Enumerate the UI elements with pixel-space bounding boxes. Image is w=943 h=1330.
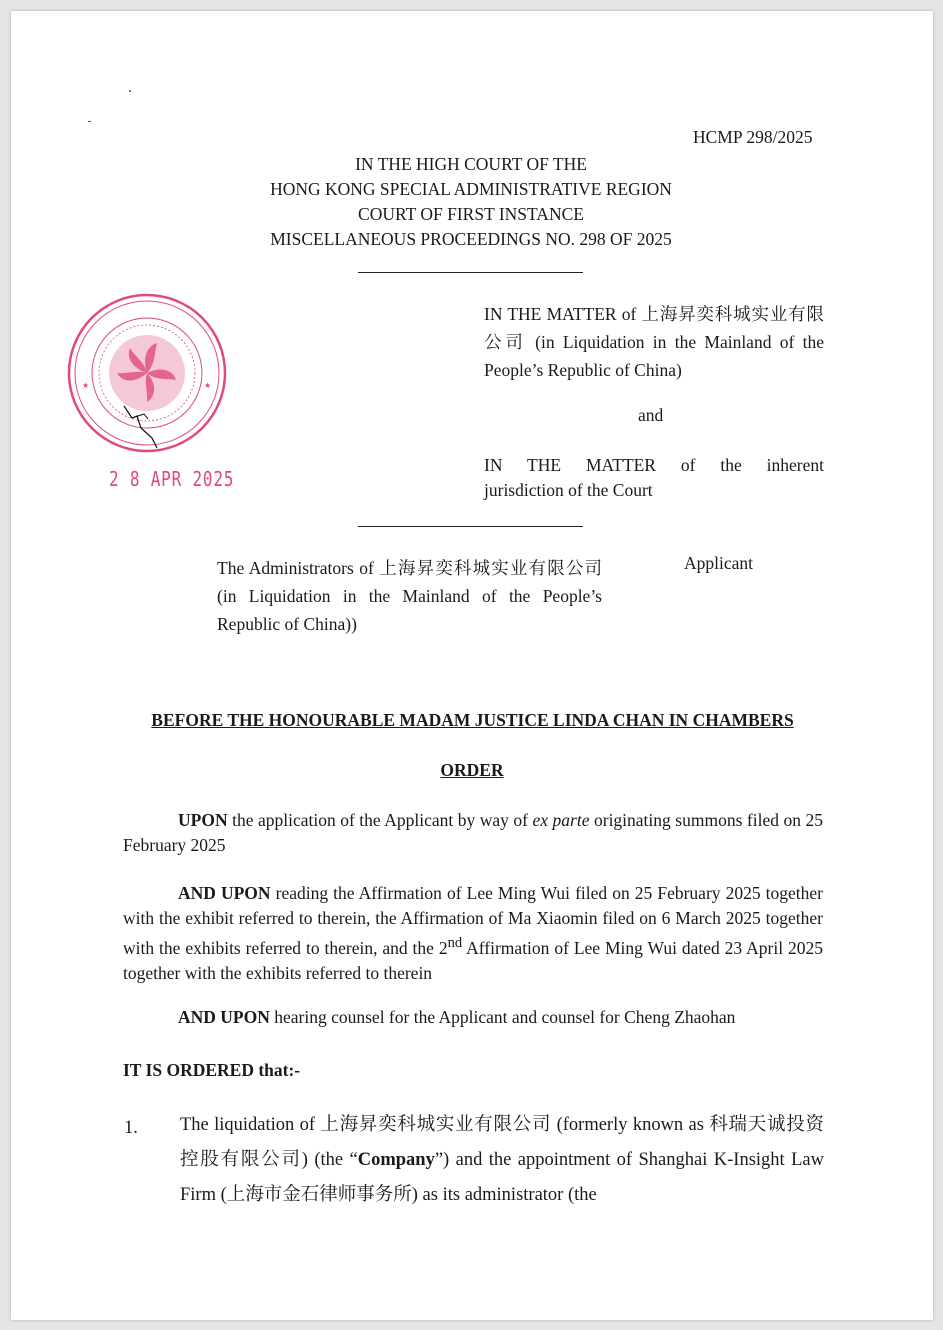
- divider-top: [358, 272, 583, 273]
- recital-text: hearing counsel for the Applicant and counsel for Cheng Zhaohan: [269, 1007, 736, 1027]
- ordered-heading: IT IS ORDERED that:-: [123, 1060, 301, 1080]
- applicant-role: Applicant: [684, 553, 754, 573]
- court-line: MISCELLANEOUS PROCEEDINGS NO. 298 OF 2025: [270, 229, 672, 249]
- document-page: [11, 11, 933, 1320]
- before-heading: BEFORE THE HONOURABLE MADAM JUSTICE LINDA CHAN IN CHAMBERS: [151, 710, 794, 730]
- order-item-number: 1.: [124, 1118, 138, 1138]
- case-number: HCMP 298/2025: [693, 127, 813, 147]
- divider-bottom: [358, 526, 583, 527]
- matter-connector: and: [638, 405, 664, 425]
- order-item-text: [180, 1108, 824, 1213]
- recital-text: Affirmation of Lee Ming Wui dated 23 April 2025 together with the exhibits referred to therein: [123, 937, 823, 983]
- matter-second: [484, 453, 824, 503]
- court-line: IN THE HIGH COURT OF THE: [355, 154, 587, 174]
- scan-speck: [88, 121, 91, 122]
- recital-reading: [123, 881, 823, 986]
- recital-lead: UPON: [178, 810, 228, 830]
- seal-date-stamp: 2 8 APR 2025: [109, 467, 235, 491]
- recital-italic: ex parte: [532, 810, 590, 830]
- svg-text:★: ★: [204, 381, 212, 390]
- recital-text: the application of the Applicant by way of: [227, 810, 533, 830]
- recital-upon: [123, 808, 823, 858]
- court-seal: [62, 288, 232, 458]
- applicant-name: The Administrators of 上海昇奕科城实业有限公司 (in Liquidation in the Mainland of the People’s Republic of China)): [217, 558, 602, 634]
- matter-second-line: jurisdiction of the Court: [484, 480, 653, 500]
- recital-text: reading the Affirmation of Lee Ming Wui filed on 25 February 2025 together with the exhibit referred to therein, the Affirmation of Ma Xiaomin filed on 6 March 2025 together with the exhibits referred to therein, and the 2: [123, 883, 823, 958]
- court-heading: [211, 152, 731, 252]
- recital-lead: AND UPON: [178, 883, 271, 903]
- seal-graphic: [62, 288, 232, 458]
- order-item-text-part: ”) and the appointment of Shanghai K-Insight Law Firm (上海市金石律师事务所) as its administrator (the: [180, 1150, 824, 1205]
- order-title: ORDER: [440, 760, 504, 780]
- matter-second-line: IN THE MATTER of the inherent: [484, 455, 824, 475]
- order-item-text-part: The liquidation of 上海昇奕科城实业有限公司 (formerly known as 科瑞天诚投资控股有限公司) (the “: [180, 1115, 824, 1170]
- svg-text:★: ★: [82, 381, 90, 390]
- recital-sup: nd: [447, 935, 463, 951]
- recital-lead: AND UPON: [178, 1007, 270, 1027]
- recital-hearing: [123, 1005, 823, 1030]
- recital-text: originating summons filed on 25 February 2025: [123, 810, 823, 855]
- court-line: COURT OF FIRST INSTANCE: [358, 204, 584, 224]
- matter-first: IN THE MATTER of 上海昇奕科城实业有限公司 (in Liquidation in the Mainland of the People’s Republic of China): [484, 304, 824, 380]
- scan-speck: [129, 90, 131, 92]
- order-item-defined-term: Company: [357, 1150, 435, 1170]
- court-line: HONG KONG SPECIAL ADMINISTRATIVE REGION: [270, 179, 672, 199]
